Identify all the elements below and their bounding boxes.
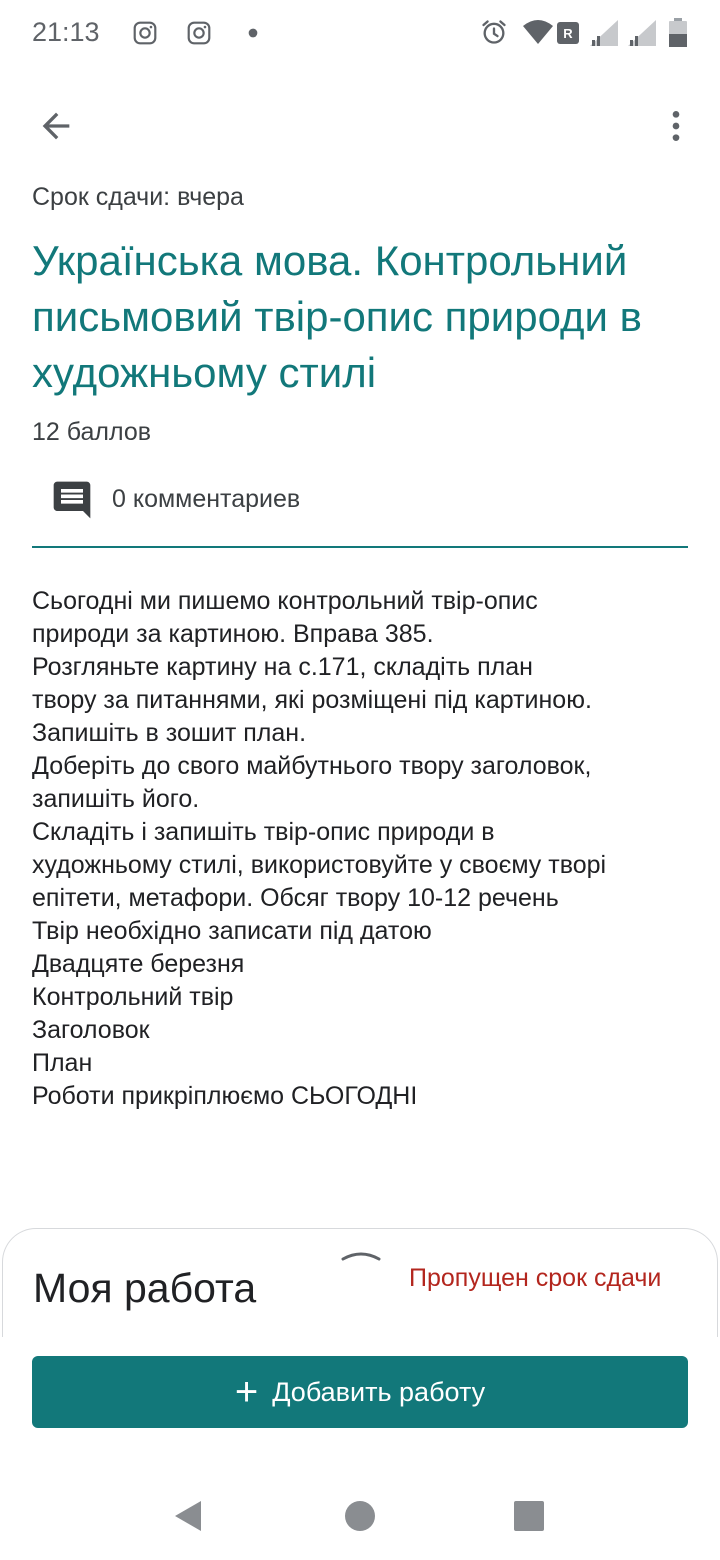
my-work-title: Моя работа xyxy=(33,1265,257,1311)
description-line: Доберіть до свого майбутнього твору заголовок, xyxy=(32,752,592,780)
instagram-icon xyxy=(132,20,158,46)
description-line: твору за питаннями, які розміщені під картиною. xyxy=(32,686,592,714)
chevron-up-icon[interactable] xyxy=(339,1245,383,1263)
assignment-title: Українська мова. Контрольний письмовий твір-опис природи в художньому стилі xyxy=(32,237,642,396)
more-options-button[interactable] xyxy=(646,96,706,156)
assignment-description xyxy=(32,585,702,1113)
description-line: епітети, метафори. Обсяг твору 10-12 речень xyxy=(32,884,559,912)
nav-recents-button[interactable] xyxy=(505,1492,553,1540)
description-line: Твір необхідно записати під датою xyxy=(32,917,432,945)
due-date: Срок сдачи: вчера xyxy=(32,183,244,211)
status-bar xyxy=(0,0,720,66)
signal-icon xyxy=(626,18,658,48)
navigation-bar xyxy=(0,1470,720,1560)
svg-text:R: R xyxy=(563,26,573,41)
description-line: Контрольний твір xyxy=(32,983,234,1011)
alarm-icon xyxy=(480,18,508,46)
description-line: План xyxy=(32,1049,93,1077)
more-vert-icon xyxy=(656,106,696,146)
roaming-icon xyxy=(557,22,579,44)
my-work-sheet[interactable] xyxy=(2,1228,718,1337)
signal-icon xyxy=(588,18,620,48)
points: 12 баллов xyxy=(32,418,152,446)
description-line: запишіть його. xyxy=(32,785,200,813)
comments-count: 0 комментариев xyxy=(112,485,301,513)
description-line: Розгляньте картину на с.171, складіть план xyxy=(32,653,533,681)
description-line: Сьогодні ми пишемо контрольний твір-опис xyxy=(32,587,538,615)
square-recents-icon xyxy=(513,1500,545,1532)
plus-icon: + xyxy=(234,1370,259,1414)
description-line: Запишіть в зошит план. xyxy=(32,719,307,747)
dot-icon xyxy=(240,20,266,46)
comment-icon xyxy=(50,478,94,522)
status-time: 21:13 xyxy=(32,17,100,47)
missed-status: Пропущен срок сдачи xyxy=(409,1264,662,1292)
add-work-button[interactable] xyxy=(32,1356,688,1428)
comments-button[interactable] xyxy=(32,470,672,530)
description-line: художньому стилі, використовуйте у своєму творі xyxy=(32,851,607,879)
divider xyxy=(32,546,688,548)
circle-home-icon xyxy=(344,1500,376,1532)
battery-icon xyxy=(668,18,688,48)
nav-home-button[interactable] xyxy=(336,1492,384,1540)
description-line: природи за картиною. Вправа 385. xyxy=(32,620,434,648)
add-work-label: Добавить работу xyxy=(272,1376,486,1407)
nav-back-button[interactable] xyxy=(164,1492,212,1540)
app-bar xyxy=(0,86,720,160)
description-line: Заголовок xyxy=(32,1016,150,1044)
back-button[interactable] xyxy=(26,96,86,156)
arrow-back-icon xyxy=(36,106,76,146)
description-line: Двадцяте березня xyxy=(32,950,245,978)
triangle-back-icon xyxy=(171,1499,205,1533)
instagram-icon xyxy=(186,20,212,46)
description-line: Складіть і запишіть твір-опис природи в xyxy=(32,818,495,846)
description-line: Роботи прикріплюємо СЬОГОДНІ xyxy=(32,1082,418,1110)
wifi-icon xyxy=(522,18,554,46)
